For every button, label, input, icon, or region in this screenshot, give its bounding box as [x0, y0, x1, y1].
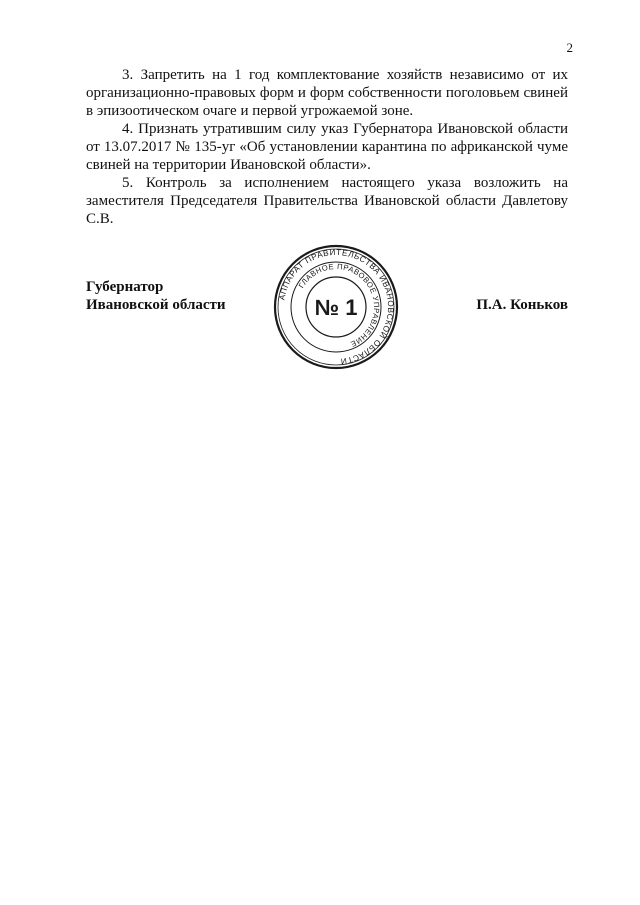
paragraph-4: 4. Признать утратившим силу указ Губернатора Ивановской области от 13.07.2017 № 135-уг «Об установлении карантина по африканской чуме свиней на территории Ивановской области». [86, 121, 568, 173]
signature-block [86, 244, 568, 374]
seal-number: № 1 [314, 295, 358, 320]
paragraph-3: 3. Запретить на 1 год комплектование хозяйств независимо от их организационно-правовых форм и форм собственности поголовьем свиней в эпизоотическом очаге и первой угрожаемой зоне. [86, 67, 568, 119]
signer-title-line2: Ивановской области [86, 297, 226, 313]
document-body [86, 66, 568, 228]
signer-title [86, 278, 226, 314]
page-number: 2 [566, 40, 573, 55]
paragraph-5: 5. Контроль за исполнением настоящего указа возложить на заместителя Председателя Правительства Ивановской области Давлетову С.В. [86, 175, 568, 227]
seal-inner-text: ГЛАВНОЕ ПРАВОВОЕ УПРАВЛЕНИЕ [296, 261, 382, 349]
signer-name: П.А. Коньков [476, 297, 568, 313]
official-seal-icon [273, 244, 399, 370]
signer-title-line1: Губернатор [86, 279, 164, 295]
seal-outer-text: АППАРАТ ПРАВИТЕЛЬСТВА ИВАНОВСКОЙ ОБЛАСТИ [277, 247, 396, 366]
